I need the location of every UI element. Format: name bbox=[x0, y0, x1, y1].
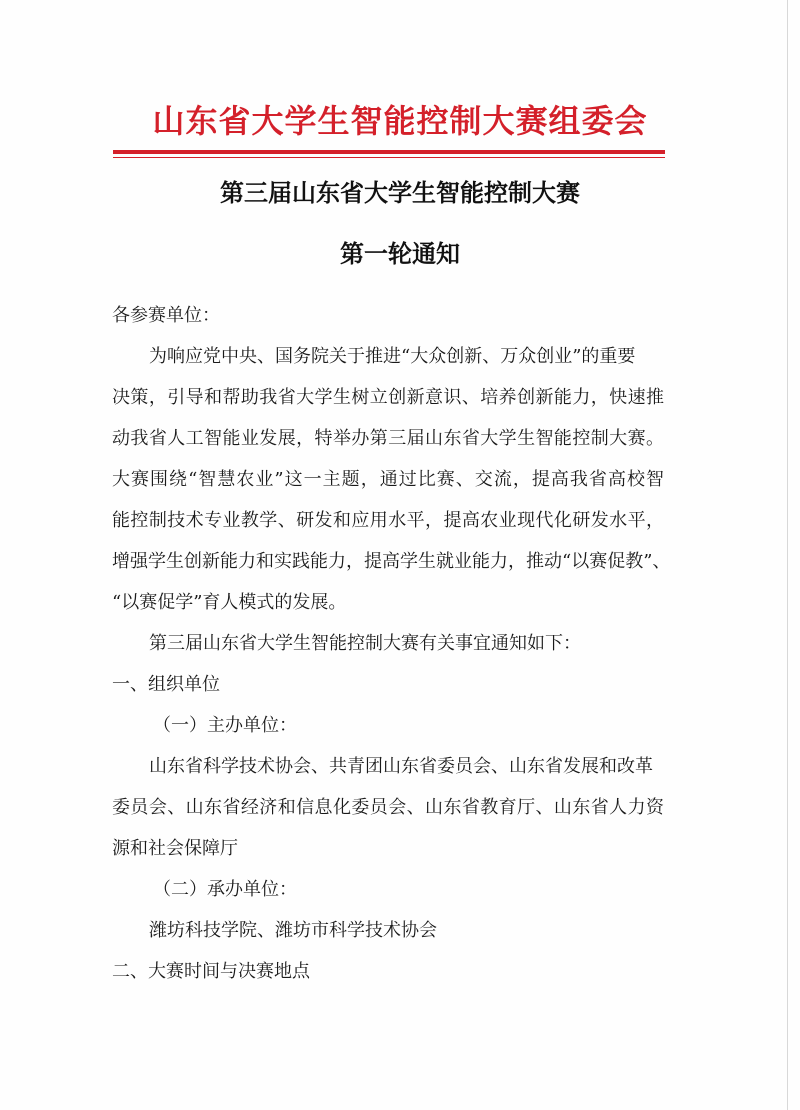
host-unit-label: （一）主办单位： bbox=[153, 715, 297, 736]
host-unit-line: 山东省科学技术协会、共青团山东省委员会、山东省发展和改革 bbox=[149, 756, 653, 777]
organizer-unit-text: 潍坊科技学院、潍坊市科学技术协会 bbox=[149, 920, 437, 941]
letterhead-rule-thin bbox=[113, 157, 665, 158]
paragraph-line: 决策，引导和帮助我省大学生树立创新意识、培养创新能力，快速推 bbox=[112, 387, 664, 408]
document-title: 第三届山东省大学生智能控制大赛 bbox=[220, 179, 580, 207]
host-unit-line: 委员会、山东省经济和信息化委员会、山东省教育厅、山东省人力资 bbox=[112, 797, 664, 818]
paragraph-2: 第三届山东省大学生智能控制大赛有关事宜通知如下： bbox=[149, 633, 581, 654]
greeting: 各参赛单位： bbox=[112, 305, 220, 326]
document-body bbox=[112, 295, 671, 992]
section-1-heading: 一、组织单位 bbox=[112, 674, 220, 695]
paragraph-1 bbox=[112, 336, 671, 623]
host-unit-line: 源和社会保障厅 bbox=[112, 838, 238, 859]
document-subtitle: 第一轮通知 bbox=[340, 240, 460, 268]
paragraph-line: 能控制技术专业教学、研发和应用水平，提高农业现代化研发水平， bbox=[112, 510, 664, 531]
paragraph-line: 动我省人工智能业发展，特举办第三届山东省大学生智能控制大赛。 bbox=[112, 428, 664, 449]
paragraph-line: “以赛促学”育人模式的发展。 bbox=[112, 592, 347, 613]
paragraph-line: 大赛围绕“智慧农业”这一主题，通过比赛、交流，提高我省高校智 bbox=[112, 469, 664, 490]
section-2-heading: 二、大赛时间与决赛地点 bbox=[112, 961, 310, 982]
letterhead-rule-thick bbox=[113, 150, 665, 154]
scan-edge-line bbox=[787, 0, 788, 1110]
paragraph-line: 为响应党中央、国务院关于推进“大众创新、万众创业”的重要 bbox=[149, 346, 636, 367]
letterhead-organization: 山东省大学生智能控制大赛组委会 bbox=[152, 102, 648, 140]
paragraph-line: 增强学生创新能力和实践能力，提高学生就业能力，推动“以赛促教”、 bbox=[112, 551, 671, 572]
organizer-unit-label: （二）承办单位： bbox=[153, 879, 297, 900]
